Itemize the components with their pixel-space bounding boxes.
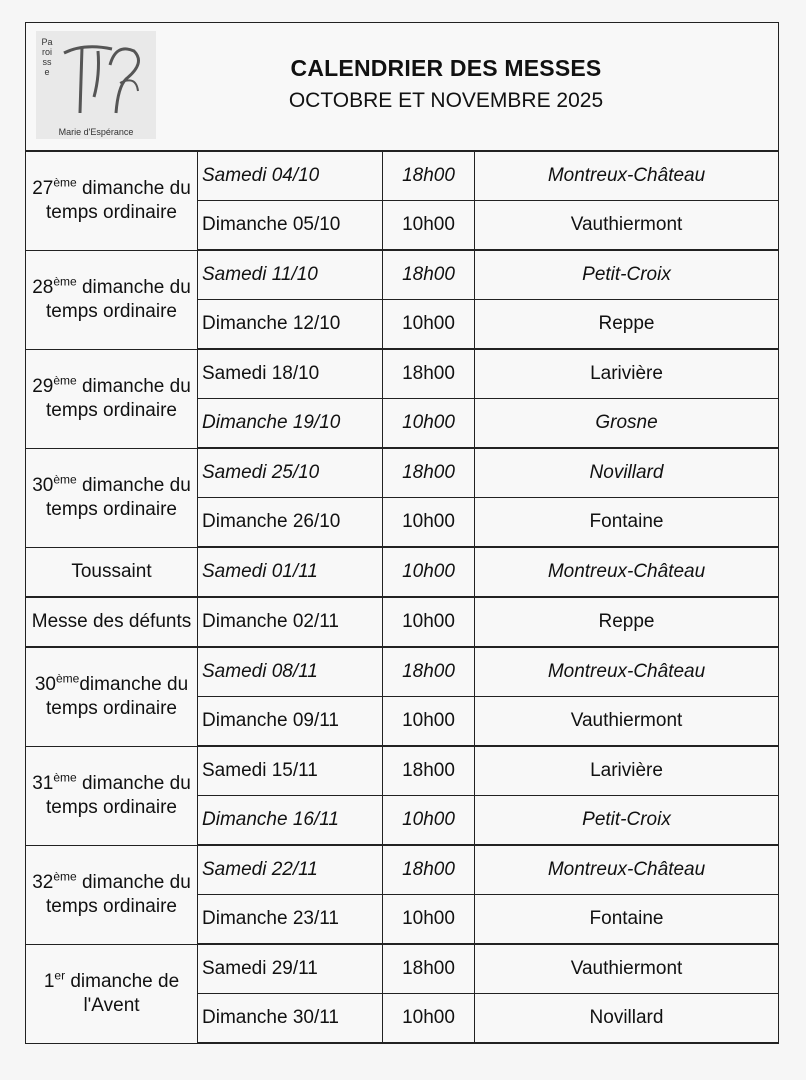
mass-day-cell: Dimanche 12/10: [198, 300, 383, 350]
mass-day-cell: Dimanche 09/11: [198, 697, 383, 747]
table-row: [26, 944, 779, 994]
occasion-label: Messe des défunts: [31, 611, 192, 632]
mass-place-cell: Larivière: [475, 746, 779, 796]
mass-day-cell: Samedi 18/10: [198, 349, 383, 399]
occasion-cell: [26, 944, 198, 1043]
table-row: [26, 746, 779, 796]
occasion-cell: [26, 349, 198, 448]
mass-time-cell: 10h00: [383, 300, 475, 350]
occasion-label: dimanche du temps ordinaire: [46, 772, 191, 818]
mass-place-cell: Reppe: [475, 597, 779, 647]
mass-place-cell: Fontaine: [475, 895, 779, 945]
occasion-ordinal-suffix: ème: [53, 274, 77, 289]
occasion-label: dimanche de l'Avent: [65, 970, 180, 1016]
mass-time-cell: 10h00: [383, 547, 475, 597]
mass-time-cell: 10h00: [383, 697, 475, 747]
occasion-ordinal-suffix: ème: [56, 671, 80, 686]
mass-day-cell: Samedi 15/11: [198, 746, 383, 796]
mass-place-cell: Montreux-Château: [475, 845, 779, 895]
logo-vertical-text: Paroisse: [41, 37, 53, 77]
occasion-number: 30: [34, 673, 56, 695]
logo-mark-icon: [54, 35, 154, 119]
occasion-label: dimanche du temps ordinaire: [46, 673, 189, 719]
occasion-cell: [26, 597, 198, 647]
mass-time-cell: 10h00: [383, 201, 475, 251]
occasion-label: Toussaint: [71, 560, 152, 582]
mass-day-cell: Samedi 25/10: [198, 448, 383, 498]
mass-schedule-table: [25, 151, 779, 1044]
mass-place-cell: Montreux-Château: [475, 547, 779, 597]
table-row: [26, 647, 779, 697]
occasion-label: dimanche du temps ordinaire: [46, 276, 191, 322]
mass-place-cell: Grosne: [475, 399, 779, 449]
occasion-cell: [26, 845, 198, 944]
mass-time-cell: 10h00: [383, 498, 475, 548]
mass-time-cell: 10h00: [383, 895, 475, 945]
occasion-number: 31: [32, 772, 54, 794]
mass-place-cell: Petit-Croix: [475, 796, 779, 846]
mass-time-cell: 10h00: [383, 796, 475, 846]
mass-day-cell: Dimanche 05/10: [198, 201, 383, 251]
logo-caption: Marie d'Espérance: [58, 127, 134, 137]
mass-place-cell: Fontaine: [475, 498, 779, 548]
mass-place-cell: Larivière: [475, 349, 779, 399]
mass-day-cell: Dimanche 19/10: [198, 399, 383, 449]
table-row: [26, 448, 779, 498]
occasion-ordinal-suffix: er: [54, 968, 66, 983]
mass-day-cell: Dimanche 30/11: [198, 994, 383, 1044]
calendar-page: [25, 22, 779, 1052]
table-row: [26, 597, 779, 647]
mass-time-cell: 10h00: [383, 597, 475, 647]
occasion-number: 29: [32, 375, 54, 397]
mass-time-cell: 18h00: [383, 845, 475, 895]
header-box: [25, 22, 779, 151]
mass-place-cell: Novillard: [475, 994, 779, 1044]
occasion-ordinal-suffix: ème: [53, 175, 77, 190]
mass-day-cell: Dimanche 16/11: [198, 796, 383, 846]
occasion-number: 32: [32, 871, 54, 893]
mass-day-cell: Samedi 01/11: [198, 547, 383, 597]
mass-time-cell: 18h00: [383, 250, 475, 300]
parish-logo: [36, 31, 156, 139]
mass-place-cell: Vauthiermont: [475, 201, 779, 251]
mass-day-cell: Dimanche 23/11: [198, 895, 383, 945]
occasion-cell: [26, 647, 198, 746]
occasion-ordinal-suffix: ème: [53, 373, 77, 388]
occasion-ordinal-suffix: ème: [53, 472, 77, 487]
occasion-cell: [26, 746, 198, 845]
mass-day-cell: Samedi 11/10: [198, 250, 383, 300]
occasion-cell: [26, 448, 198, 547]
mass-day-cell: Samedi 08/11: [198, 647, 383, 697]
mass-time-cell: 18h00: [383, 647, 475, 697]
mass-day-cell: Dimanche 02/11: [198, 597, 383, 647]
mass-time-cell: 18h00: [383, 448, 475, 498]
occasion-label: dimanche du temps ordinaire: [46, 474, 191, 520]
occasion-number: 27: [32, 177, 54, 199]
occasion-ordinal-suffix: ème: [53, 869, 77, 884]
page-title: CALENDRIER DES MESSES: [290, 55, 602, 81]
mass-place-cell: Vauthiermont: [475, 944, 779, 994]
table-row: [26, 152, 779, 201]
table-row: [26, 845, 779, 895]
table-row: [26, 547, 779, 597]
mass-place-cell: Reppe: [475, 300, 779, 350]
mass-place-cell: Novillard: [475, 448, 779, 498]
mass-time-cell: 18h00: [383, 746, 475, 796]
occasion-number: 30: [32, 474, 54, 496]
mass-time-cell: 18h00: [383, 152, 475, 201]
occasion-cell: [26, 250, 198, 349]
mass-time-cell: 10h00: [383, 994, 475, 1044]
occasion-number: 1: [43, 970, 55, 992]
occasion-number: 28: [32, 276, 54, 298]
mass-time-cell: 18h00: [383, 349, 475, 399]
mass-day-cell: Dimanche 26/10: [198, 498, 383, 548]
mass-place-cell: Montreux-Château: [475, 647, 779, 697]
occasion-label: dimanche du temps ordinaire: [46, 871, 191, 917]
occasion-label: dimanche du temps ordinaire: [46, 177, 191, 223]
mass-place-cell: Montreux-Château: [475, 152, 779, 201]
mass-place-cell: Vauthiermont: [475, 697, 779, 747]
occasion-label: dimanche du temps ordinaire: [46, 375, 191, 421]
mass-place-cell: Petit-Croix: [475, 250, 779, 300]
page-subtitle: OCTOBRE ET NOVEMBRE 2025: [288, 89, 604, 112]
mass-day-cell: Samedi 29/11: [198, 944, 383, 994]
mass-time-cell: 10h00: [383, 399, 475, 449]
table-row: [26, 250, 779, 300]
mass-day-cell: Samedi 04/10: [198, 152, 383, 201]
occasion-cell: [26, 547, 198, 597]
occasion-cell: [26, 152, 198, 251]
occasion-ordinal-suffix: ème: [53, 770, 77, 785]
mass-time-cell: 18h00: [383, 944, 475, 994]
mass-day-cell: Samedi 22/11: [198, 845, 383, 895]
table-row: [26, 349, 779, 399]
